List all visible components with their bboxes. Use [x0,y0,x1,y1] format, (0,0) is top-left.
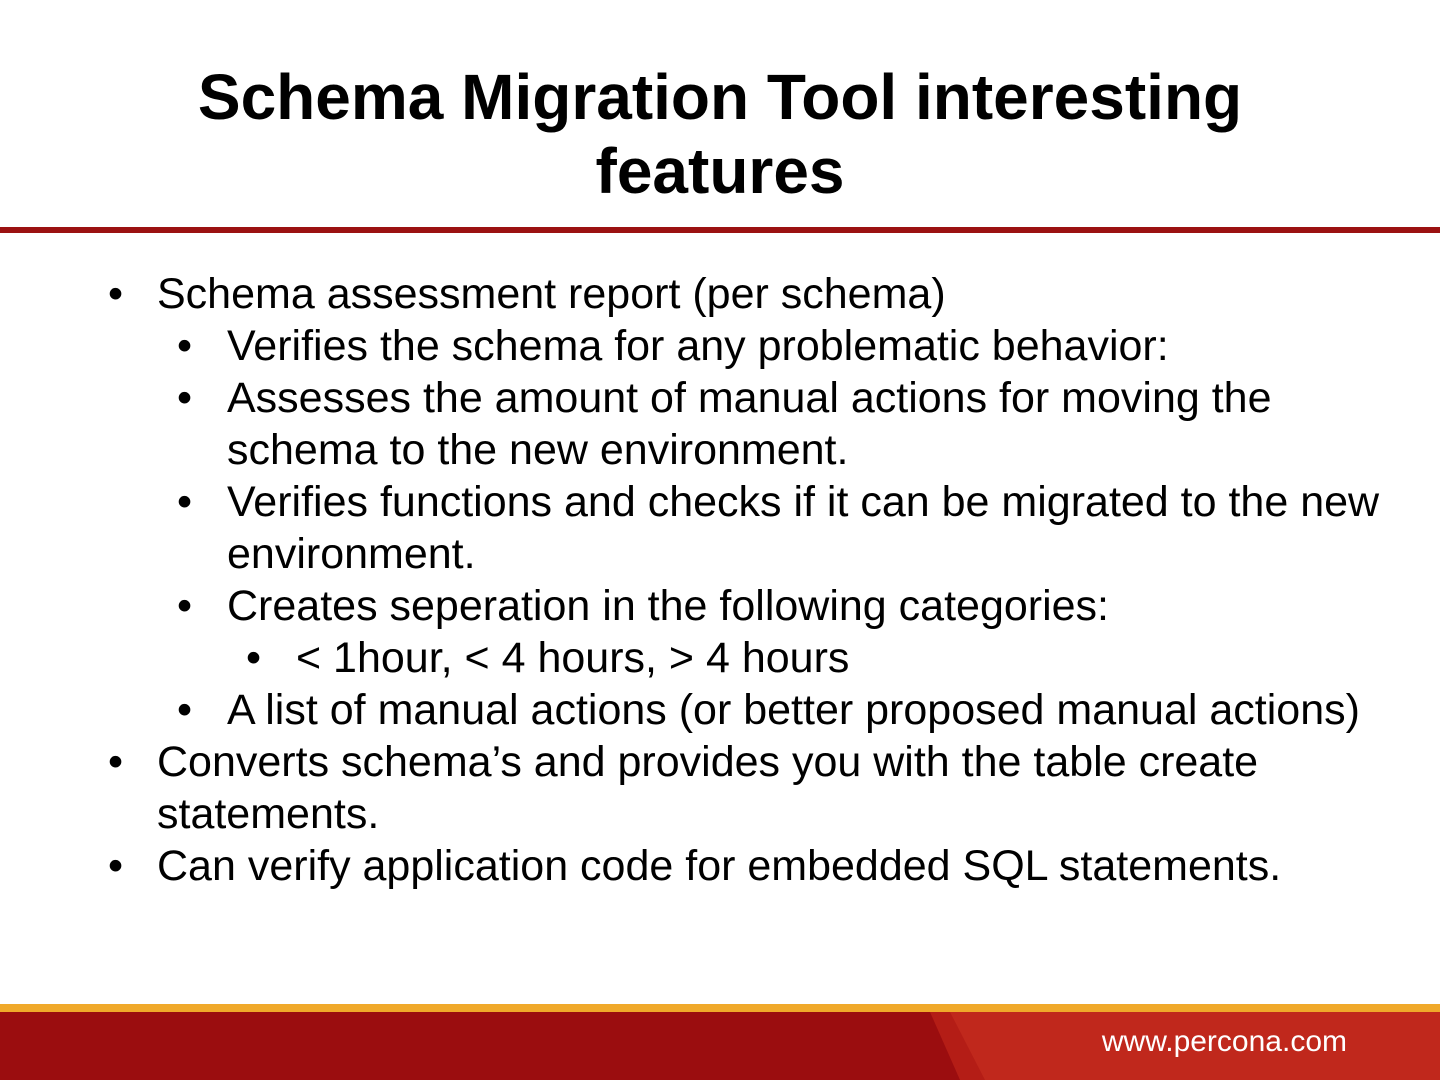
bullet-dot: • [108,738,124,786]
bullet-text: Can verify application code for embedded SQL statements. [157,842,1282,890]
sub-bullet-item [0,372,1440,476]
sub-sub-bullet-item [0,632,1440,684]
title-divider [0,227,1440,233]
bullet-dot: • [108,842,124,890]
bullet-list [0,268,1440,892]
bullet-text: Assesses the amount of manual actions for moving the schema to the new environment. [227,374,1272,474]
slide-title-line-1: Schema Migration Tool interesting [197,61,1243,133]
bullet-dot: • [246,634,262,682]
sub-bullet-item [0,684,1440,736]
bullet-text: Converts schema’s and provides you with the table create statements. [157,738,1259,838]
bullet-text: Verifies the schema for any problematic behavior: [227,322,1169,370]
bullet-dot: • [177,478,193,526]
sub-bullet-item [0,476,1440,580]
slide-title-line-2: features [595,135,845,207]
bullet-dot: • [177,322,193,370]
sub-bullet-item [0,580,1440,632]
bullet-dot: • [177,582,193,630]
footer-website-link[interactable]: www.percona.com [1101,1025,1347,1058]
bullet-text: Verifies functions and checks if it can be migrated to the new environment. [227,478,1380,578]
bullet-dot: • [177,374,193,422]
bullet-item [0,840,1440,892]
bullet-text: Creates seperation in the following categories: [227,582,1110,630]
footer-accent-stripe [0,1004,1440,1012]
bullet-dot: • [108,270,124,318]
bullet-dot: • [177,686,193,734]
bullet-item [0,736,1440,840]
slide-title [0,60,1440,208]
bullet-text: A list of manual actions (or better proposed manual actions) [227,686,1360,734]
bullet-text: < 1hour, < 4 hours, > 4 hours [296,634,850,682]
bullet-item [0,268,1440,320]
sub-bullet-item [0,320,1440,372]
bullet-text: Schema assessment report (per schema) [157,270,946,318]
